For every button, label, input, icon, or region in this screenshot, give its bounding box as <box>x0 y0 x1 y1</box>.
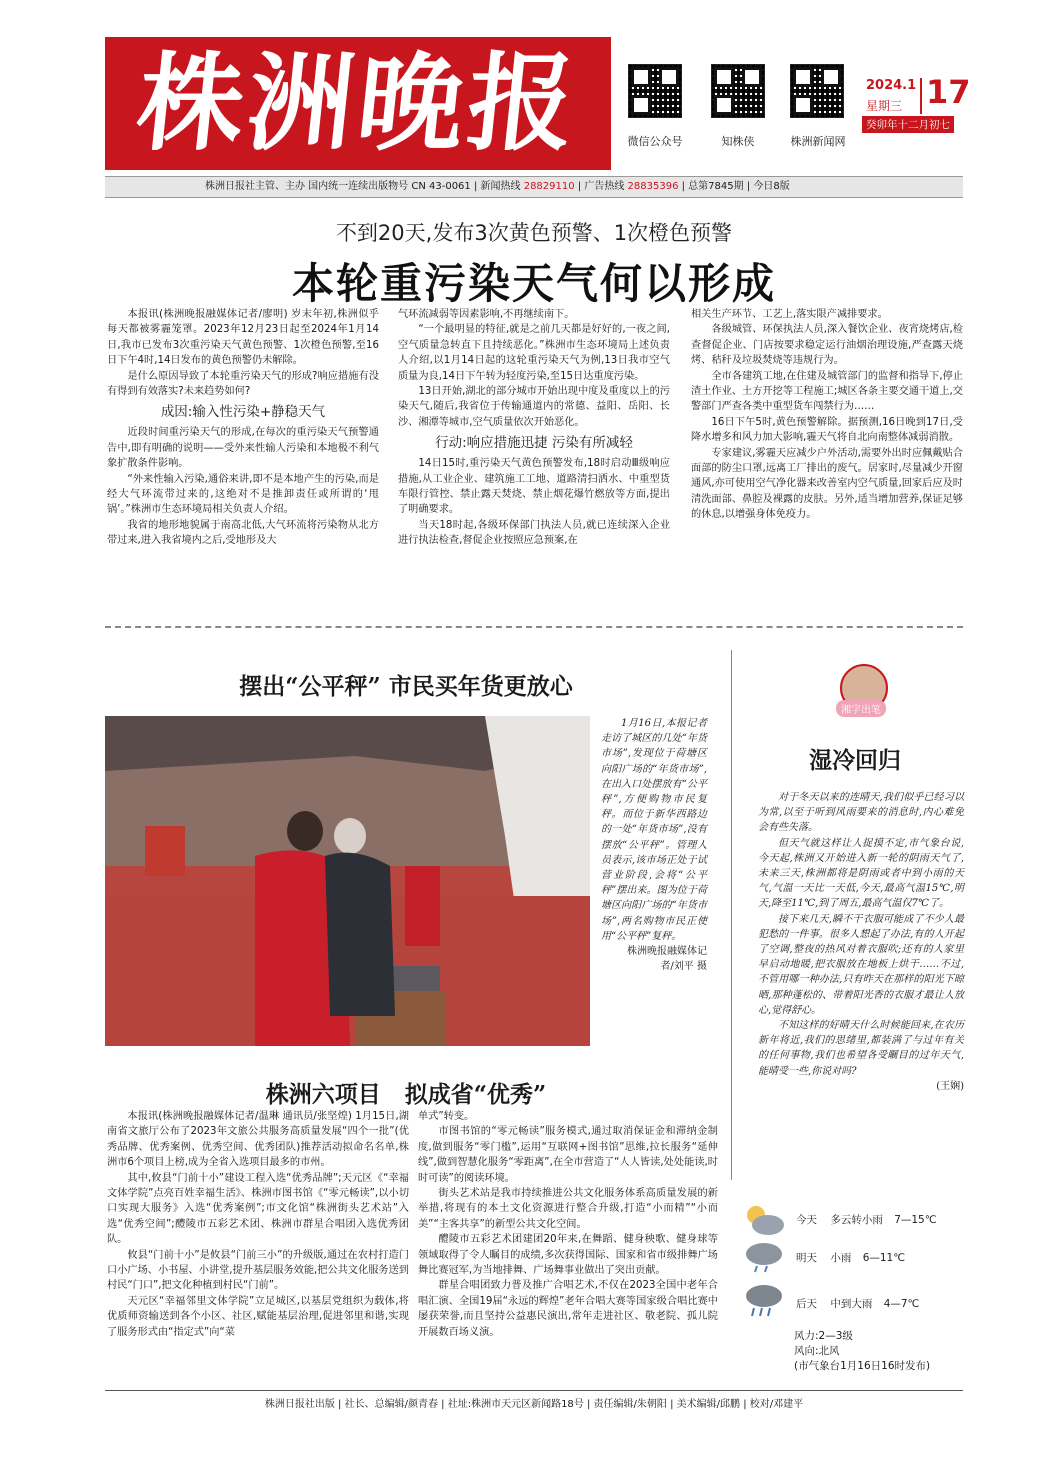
market-photo <box>105 716 590 1046</box>
column-p2: 但天气就这样让人捉摸不定,市气象台说,今天起,株洲又开始进入新一轮的阴雨天气了,未来三天,株洲都将是阴雨或者中到小雨的天气,气温一天比一天低,今天,最高气温15℃,明天,降至11℃,到了周五,最高气温仅7℃了。 <box>758 837 964 910</box>
qr-label-wechat: 微信公众号 <box>627 135 683 148</box>
photo-scene <box>105 716 590 1046</box>
weather-day-after-temp: 4—7℃ <box>883 1298 920 1310</box>
footer-duty-editor: 责任编辑/朱朝阳 <box>593 1399 667 1410</box>
qr-code-news-site[interactable] <box>790 64 844 118</box>
weather-tomorrow-label: 明天 <box>796 1252 817 1264</box>
projects-p8: 醴陵市五彩艺术团建团20年来,在舞蹈、健身秧歌、健身球等领域取得了令人瞩目的成绩,多次获得国际、国家和省市级排舞广场舞比赛冠军,为当地排舞、广场舞事业做出了突出贡献。 <box>418 1234 718 1277</box>
qr-code-wechat[interactable] <box>628 64 682 118</box>
lead-kicker: 不到20天,发布3次黄色预警、1次橙色预警 <box>335 221 733 245</box>
lead-p12: 各级城管、环保执法人员,深入餐饮企业、夜宵烧烤店,检查督促企业、门店按要求稳定运行油烟治理设施,严查露天烧烤、秸秆及垃圾焚烧等违规行为。 <box>691 324 963 367</box>
ad-hotline-label: 广告热线 <box>584 181 625 192</box>
info-bar: 株洲日报社主管、主办 国内统一连续出版物号 CN 43-0061 | 新闻热线 28829110 | 广告热线 28835396 | 总第7845期 | 今日8版 <box>105 176 963 198</box>
lead-p6: 气环流减弱等因素影响,不再继续南下。 <box>398 309 575 320</box>
lead-p11: 相关生产环节、工艺上,落实限产减排要求。 <box>691 309 888 320</box>
weather-tomorrow-desc: 小雨 <box>830 1252 852 1264</box>
projects-headline: 株洲六项目 拟成省“优秀” <box>265 1081 547 1108</box>
wind-force: 风力:2—3级 <box>794 1330 853 1342</box>
qr-code-zhizhuxia[interactable] <box>711 64 765 118</box>
weather-tomorrow <box>742 1250 905 1265</box>
lead-p13: 全市各建筑工地,在住建及城管部门的监督和指导下,停止渣土作业、土方开挖等工程施工;城区各条主要交通干道上,交警部门严查各类中重型货车闯禁行为…… <box>691 370 963 413</box>
market-caption <box>601 716 707 1046</box>
column-vertical-rule <box>731 650 732 1180</box>
weather-day-after-desc: 中到大雨 <box>830 1298 873 1310</box>
footer-proof: 校对/邓建平 <box>749 1399 804 1410</box>
issue-weekday: 星期三 <box>866 99 903 113</box>
weather-day-after <box>742 1296 919 1311</box>
masthead-title: 株洲晚报 <box>131 40 585 165</box>
market-headline: 摆出“公平秤” 市民买年货更放心 <box>239 673 573 700</box>
projects-p9: 群星合唱团致力普及推广合唱艺术,不仅在2023全国中老年合唱汇演、全国19届“永远的辉煌”老年合唱大赛等国家级合唱比赛中屡获荣誉,而且坚持公益惠民演出,常年走进社区、敬老院、孤儿院开展数百场义演。 <box>418 1280 718 1338</box>
section-divider <box>105 626 963 628</box>
lead-p3: 近段时间重污染天气的形成,在每次的重污染天气预警通告中,即有明确的说明——受外来性输人污染和本地极不利气象扩散条件影响。 <box>107 427 379 470</box>
footer-address: 社址:株洲市天元区新闻路18号 <box>447 1399 584 1410</box>
projects-p6: 市图书馆的“零元畅读”服务模式,通过取消保证金和滞纳金制度,做到服务“零门槛”,运用“互联网+图书馆”思维,拉长服务“延伸线”,做到智慧化服务“零距离”,在全市营造了“人人皆读,处处能读,时时可读”的阅读环境。 <box>418 1126 718 1184</box>
projects-column-2 <box>418 1109 718 1369</box>
lunar-date: 癸卯年十二月初七 <box>862 116 954 133</box>
lead-p8: 13日开始,湖北的部分城市开始出现中度及重度以上的污染天气,随后,我省位于传输通道内的常德、益阳、岳阳、长沙、湘潭等城市,空气质量依次开始恶化。 <box>398 386 670 428</box>
news-hotline: 28829110 <box>523 181 575 192</box>
lead-subhead-action: 行动:响应措施迅捷 污染有所减轻 <box>435 435 633 452</box>
weather-today-desc: 多云转小雨 <box>830 1214 883 1226</box>
qr-label-news-site: 株洲新闻网 <box>790 135 846 148</box>
lead-p10: 当天18时起,各级环保部门执法人员,就已连续深入企业进行执法检查,督促企业按照应急预案,在 <box>398 519 670 547</box>
projects-p5: 单式”转变。 <box>418 1111 475 1122</box>
weather-today <box>742 1212 937 1227</box>
column-title: 湿冷回归 <box>809 747 901 774</box>
projects-p4: 天元区“幸福邻里文体学院”立足城区,以基层党组织为载体,将优质师资输送到各个小区、社区,赋能基层治理,促进邻里和谐,实现了服务形式由“指定式”向“菜 <box>107 1295 409 1338</box>
lead-p5: 我省的地形地貌属于南高北低,大气环流将污染物从北方带过来,进入我省境内之后,受地形及大 <box>107 519 379 547</box>
lead-column-3 <box>691 307 963 609</box>
lead-subhead-cause: 成因:输入性污染+静稳天气 <box>160 404 326 421</box>
footer: 株洲日报社出版 | 社长、总编辑/颜青春 | 社址:株洲市天元区新闻路18号 | 责任编辑/朱朝阳 | 美术编辑/邱鹏 | 校对/邓建平 <box>264 1399 804 1410</box>
lead-p1: 本报讯(株洲晚报融媒体记者/廖明) 岁末年初,株洲似乎每天都被雾霾笼罩。2023年12月23日起至2024年1月14日,我市已发布3次重污染天气黄色预警、1次橙色预警,至16日下午4时,14日发布的黄色预警仍未解除。 <box>107 309 379 367</box>
page-count: 今日8版 <box>753 181 790 192</box>
wind-direction: 风向:北风 <box>794 1345 840 1357</box>
weather-today-temp: 7—15℃ <box>894 1214 937 1226</box>
projects-p3: 攸县“门前十小”是攸县“门前三小”的升级版,通过在农村打造门口小广场、小书屋、小讲堂,提升基层服务效能,把公共文化服务送到村民“门口”,把文化种植到村民“门前”。 <box>107 1249 409 1292</box>
lead-p14: 16日下午5时,黄色预警解除。据预测,16日晚到17日,受降水增多和风力加大影响,霾天气将自北向南整体减弱消散。 <box>691 416 963 444</box>
column-body <box>758 790 964 1160</box>
news-hotline-label: 新闻热线 <box>480 181 521 192</box>
market-photo-credit: 株洲晚报融媒体记者/刘平 摄 <box>627 946 707 973</box>
column-p3: 接下来几天,瞬不干衣服可能成了不少人最犯愁的一件事。很多人想起了办法,有的人开起了空调,整夜的热风对着衣服吹;还有的人家里早启动地暖,把衣服放在地板上烘干……不过,不管用哪一种办法,只有昨天在那样的阳光下晾晒,那种蓬松的、带着阳光香的衣服才最让人放心,觉得舒心。 <box>758 913 964 1016</box>
ad-hotline: 28835396 <box>627 181 679 192</box>
weather-day-after-label: 后天 <box>796 1298 817 1310</box>
issue-number: 总第7845期 <box>688 181 744 192</box>
masthead-logo <box>105 37 611 170</box>
projects-p1: 本报讯(株洲晚报融媒体记者/温琳 通讯员/张坚煌) 1月15日,湖南省文旅厅公布了2023年文旅公共服务高质量发展“四个一批”(优秀品牌、优秀案例、优秀空间、优秀团队)推荐活动拟命名名单,株洲市6个项目上榜,成为全省入选项目最多的市州。 <box>107 1111 409 1169</box>
footer-art-editor: 美术编辑/邱鹏 <box>676 1399 741 1410</box>
lead-p7: “一个最明显的特征,就是之前几天都是好好的,一夜之间,空气质量急转直下且持续恶化。”株洲市生态环境局上述负责人介绍,以1月14日起的这轮重污染天气为例,13日我市空气质量为良,14日下午转为轻度污染,至15日达重度污染。 <box>398 324 670 382</box>
footer-editor-chief: 社长、总编辑/颜青春 <box>344 1399 438 1410</box>
lead-p2: 是什么原因导致了本轮重污染天气的形成?响应措施有没有得到有效落实?未来趋势如何? <box>107 370 379 398</box>
footer-publisher: 株洲日报社出版 <box>264 1399 335 1410</box>
column-badge: 湘字出笔 <box>836 700 886 717</box>
column-p4: 不知这样的好晴天什么时候能回来,在农历新年将近,我们的思绪里,都装满了与过年有关的任何事物,我们也希望各受瞩目的过年天气,能晴受一些,你说对吗? <box>758 1020 964 1077</box>
weather-tomorrow-temp: 6—11℃ <box>862 1252 906 1264</box>
publication-info: 株洲日报社主管、主办 国内统一连续出版物号 CN 43-0061 <box>205 181 471 192</box>
lead-p4: “外来性输入污染,通俗来讲,即不是本地产生的污染,而是经大气环流带过来的,这绝对不是推卸责任或所谓的‘甩锅’。”株洲市生态环境局相关负责人介绍。 <box>107 473 379 516</box>
projects-column-1 <box>107 1109 409 1369</box>
lead-headline: 本轮重污染天气何以形成 <box>291 259 776 308</box>
lead-column-2 <box>398 307 670 609</box>
lead-column-1 <box>107 307 379 609</box>
column-p1: 对于冬天以来的连晴天,我们似乎已经习以为常,以至于听到风雨要来的消息时,内心难免会有些失落。 <box>758 792 964 834</box>
market-caption-text: 1月16日,本报记者走访了城区的几处“年货市场”,发现位于荷塘区向阳广场的“年货市场”,在出入口处摆放有“公平秤”,方便购物市民复秤。而位于新华西路边的一处“年货市场”,没有摆放“公平秤”。管理人员表示,该市场正处于试营业阶段,会将“公平秤”摆出来。图为位于荷塘区向阳广场的“年货市场”,两名购物市民正使用“公平秤”复秤。 <box>601 718 707 942</box>
projects-p2: 其中,攸县“门前十小”建设工程入选“优秀品牌”;天元区《“幸福文体学院”点亮百姓幸福生活》、株洲市图书馆《“零元畅读”,以小切口实现大服务》入选“优秀案例”;市文化馆“株洲街头艺术站”入选“优秀空间”;醴陵市五彩艺术团、株洲市群星合唱团入选优秀团队。 <box>107 1172 409 1246</box>
date-divider <box>920 78 922 114</box>
weather-today-label: 今天 <box>796 1214 817 1226</box>
qr-label-zhizhuxia: 知株侠 <box>721 135 755 148</box>
column-author: (王娴) <box>936 1080 964 1092</box>
footer-rule <box>105 1390 963 1391</box>
lead-p9: 14日15时,重污染天气黄色预警发布,18时启动Ⅲ级响应措施,从工业企业、建筑施工工地、道路清扫洒水、中重型货车限行管控、禁止露天焚烧、禁止烟花爆竹燃放等方面,提出了明确要求。 <box>398 458 670 516</box>
issue-day: 17 <box>926 73 971 111</box>
projects-p7: 街头艺术站是我市持续推进公共文化服务体系高质量发展的新举措,将现有的本土文化资源进行整合升级,打造“小而精”“小而美”“主客共享”的新型公共文化空间。 <box>418 1188 718 1230</box>
lead-p15: 专家建议,雾霾天应减少户外活动,需要外出时应佩戴贴合面部的防尘口罩,远离工厂排出的废气。居家时,尽量减少开窗通风,亦可使用空气净化器来改善室内空气质量,回家后应及时清洗面部、鼻腔及裸露的皮肤。另外,适当增加营养,保证足够的休息,以增强身体免疫力。 <box>691 447 963 521</box>
issue-date: 2024.1 <box>866 78 917 93</box>
weather-source: (市气象台1月16日16时发布) <box>794 1360 931 1372</box>
